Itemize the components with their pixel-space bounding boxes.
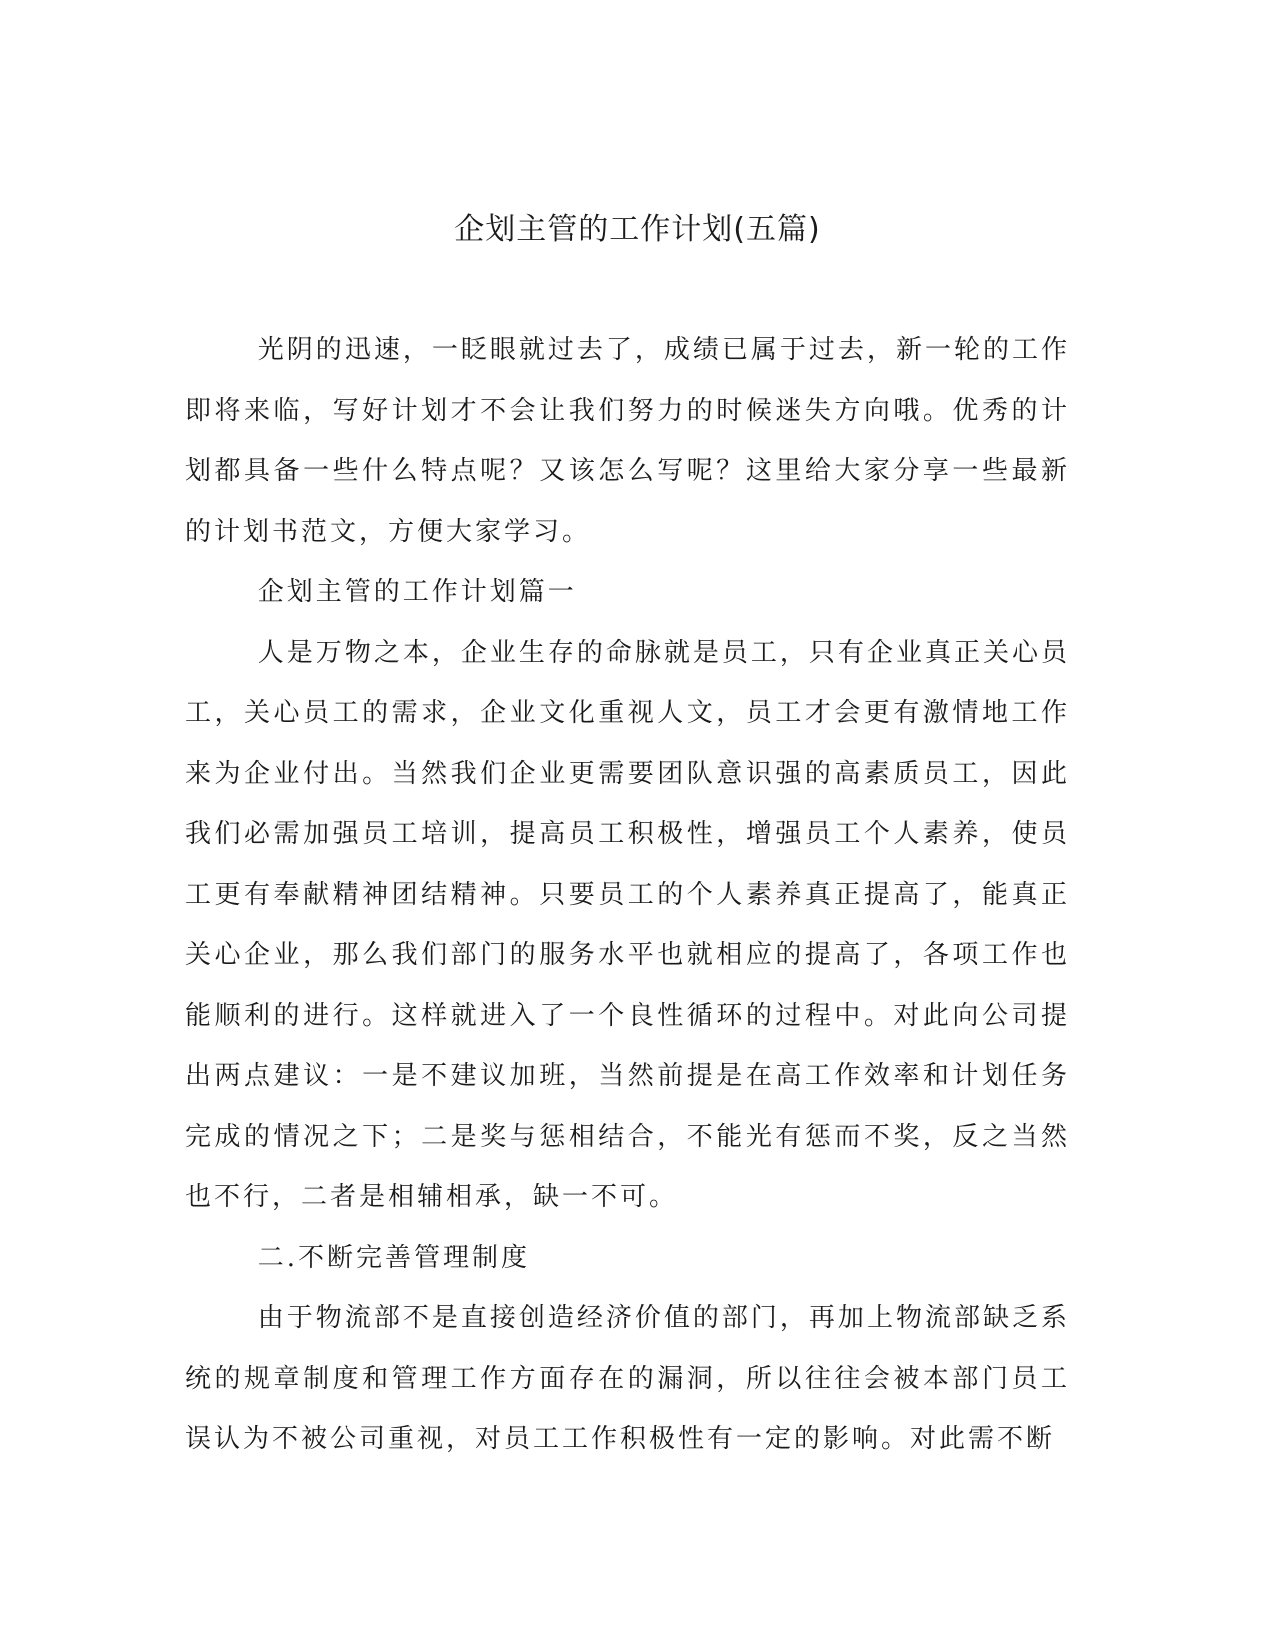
document-body xyxy=(185,320,1070,1470)
document-title: 企划主管的工作计划(五篇) xyxy=(454,212,821,247)
body-paragraph: 人是万物之本，企业生存的命脉就是员工，只有企业真正关心员工，关心员工的需求，企业文化重视人文，员工才会更有激情地工作来为企业付出。当然我们企业更需要团队意识强的高素质员工，因此我们必需加强员工培训，提高员工积极性，增强员工个人素养，使员工更有奉献精神团结精神。只要员工的个人素养真正提高了，能真正关心企业，那么我们部门的服务水平也就相应的提高了，各项工作也能顺利的进行。这样就进入了一个良性循环的过程中。对此向公司提出两点建议：一是不建议加班，当然前提是在高工作效率和计划任务完成的情况之下；二是奖与惩相结合，不能光有惩而不奖，反之当然也不行，二者是相辅相承，缺一不可。 xyxy=(185,637,1070,1212)
section-heading-management-system: 二.不断完善管理制度 xyxy=(257,1242,531,1273)
intro-paragraph: 光阴的迅速，一眨眼就过去了，成绩已属于过去，新一轮的工作即将来临，写好计划才不会让我们努力的时候迷失方向哦。优秀的计划都具备一些什么特点呢？又该怎么写呢？这里给大家分享一些最新的计划书范文，方便大家学习。 xyxy=(185,335,1070,547)
section-heading-part-one: 企划主管的工作计划篇一 xyxy=(257,577,577,607)
body-paragraph: 由于物流部不是直接创造经济价值的部门，再加上物流部缺乏系统的规章制度和管理工作方面存在的漏洞，所以往往会被本部门员工误认为不被公司重视，对员工工作积极性有一定的影响。对此需不断 xyxy=(185,1303,1070,1454)
